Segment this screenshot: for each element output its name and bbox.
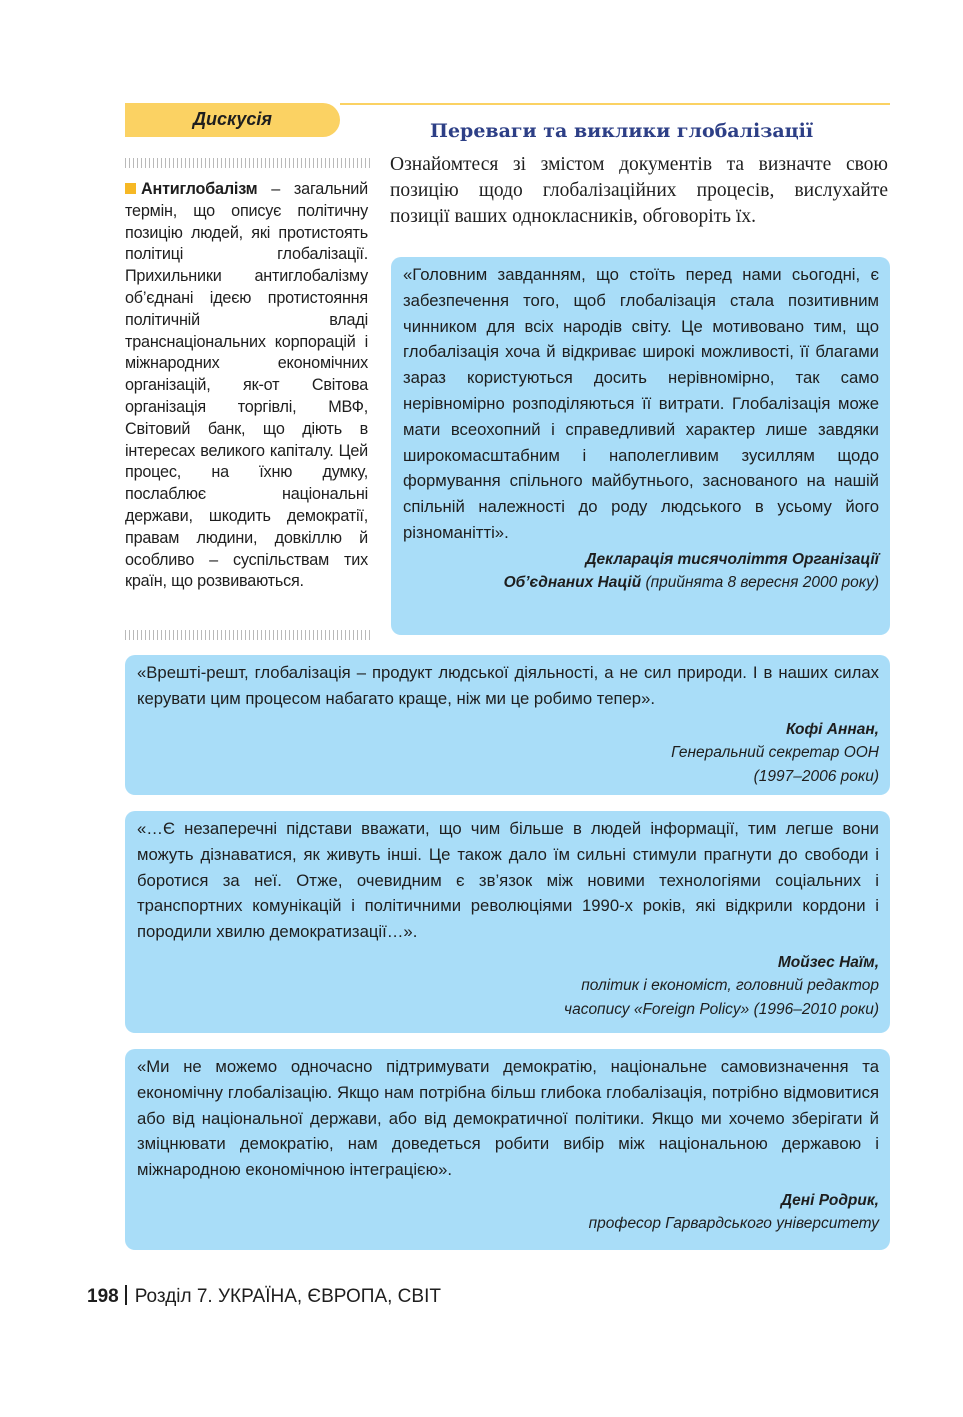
quote-text: «Ми не можемо одночасно підтримувати демократію, національне самовизначення та економічну глобалізацію. Якщо нам потрібна більш глибока глобалізація, потрібно відмовитися або від національної держави, або від демократичної політики. Якщо ми хочемо зберігати й зміцнювати демократію, нам доведеться робити вибір між національною державою і міжнародною економічною інтеграцією». [137, 1057, 879, 1180]
header-rule [340, 103, 890, 105]
quote-text: «Головним завданням, що стоїть перед нами сьогодні, є забезпечення того, щоб глобалізація стала позитивним чинником для всіх народів світу. Це мотивовано тим, що глобалізація хоча й відкриває широкі можливості, її благами зараз користуються досить нерівномірно, так само нерівномірно розподіляються її витрати. Глобалізація може мати всеохопний і справедливий характер лише завдяки широкомасштабним і наполегливим зусиллям щодо формування спільного майбутнього, заснованого на нашій спільній належності до роду людського в усьому його різноманітті». [403, 265, 879, 542]
footer-divider [125, 1285, 127, 1305]
glossary-definition: – загальний термін, що описує політичну позицію людей, які протистоять політиці глобалізації. Прихильники антиглобалізму об’єднані ідеєю протистояння політичній владі транснаціональних корпорацій і міжнародних економічних організацій, як-от Світова організація торгівлі, МВФ, Світовий банк, що діють в інтересах великого капіталу. Цей процес, на їхню думку, послаблює національні держави, шкодить демократії, правам людини, довкіллю й особливо – суспільствам тих країн, що розвиваються. [125, 180, 368, 591]
quote-source [137, 1189, 879, 1236]
quote-source [403, 548, 879, 595]
bullet-square-icon [125, 183, 136, 194]
quote-source [137, 718, 879, 789]
source-title-line1: Декларація тисячоліття Організації [585, 550, 879, 568]
glossary-sidebar [125, 179, 368, 593]
quote-text: «Врешті-решт, глобалізація – продукт людської діяльності, а не сил природи. І в наших силах керувати цим процесом набагато краще, ніж ми це робимо тепер». [137, 663, 879, 708]
source-title-line2: Об’єднаних Націй [503, 574, 642, 592]
quote-box-naim [125, 811, 890, 1033]
section-tab-label: Дискусія [193, 109, 272, 129]
quote-author: Дені Родрик, [780, 1191, 879, 1209]
sidebar-top-ruler [125, 158, 370, 168]
author-years: часопису «Foreign Policy» (1996–2010 роки) [564, 1000, 879, 1018]
quote-author: Кофі Аннан, [786, 720, 879, 738]
quote-source [137, 951, 879, 1022]
quote-box-annan [125, 655, 890, 795]
author-role: Генеральний секретар ООН [671, 744, 879, 762]
glossary-term: Антиглобалізм [141, 180, 258, 198]
section-tab [125, 103, 340, 137]
quote-box-rodrik [125, 1049, 890, 1250]
page-footer [87, 1285, 441, 1308]
source-date: (прийнята 8 вересня 2000 року) [641, 574, 879, 592]
quote-box-un-declaration [391, 257, 890, 635]
chapter-title: Розділ 7. УКРАЇНА, ЄВРОПА, СВІТ [134, 1286, 441, 1307]
author-role: політик і економіст, головний редактор [581, 977, 879, 995]
page-number: 198 [87, 1286, 119, 1307]
page-title: Переваги та виклики глобалізації [430, 120, 814, 142]
author-role: професор Гарвардського університету [588, 1215, 879, 1233]
intro-paragraph: Ознайомтеся зі змістом документів та визначте свою позицію щодо глобалізаційних процесів, вислухайте позиції ваших однокласників, обговоріть їх. [390, 154, 888, 227]
quote-author: Мойзес Наїм, [777, 953, 879, 971]
quote-text: «…Є незаперечні підстави вважати, що чим більше в людей інформації, тим легше вони можуть дізнаватися, як живуть інші. Це також дало їм сильні стимули прагнути до свободи і боротися за неї. Отже, очевидним є зв’язок між новими технологіями соціальних і транспортних комунікацій і політичними революціями 1990-х років, які відкрили кордони і породили хвилю демократизації…». [137, 819, 879, 942]
author-years: (1997–2006 роки) [753, 767, 879, 785]
sidebar-bottom-ruler [125, 630, 370, 640]
